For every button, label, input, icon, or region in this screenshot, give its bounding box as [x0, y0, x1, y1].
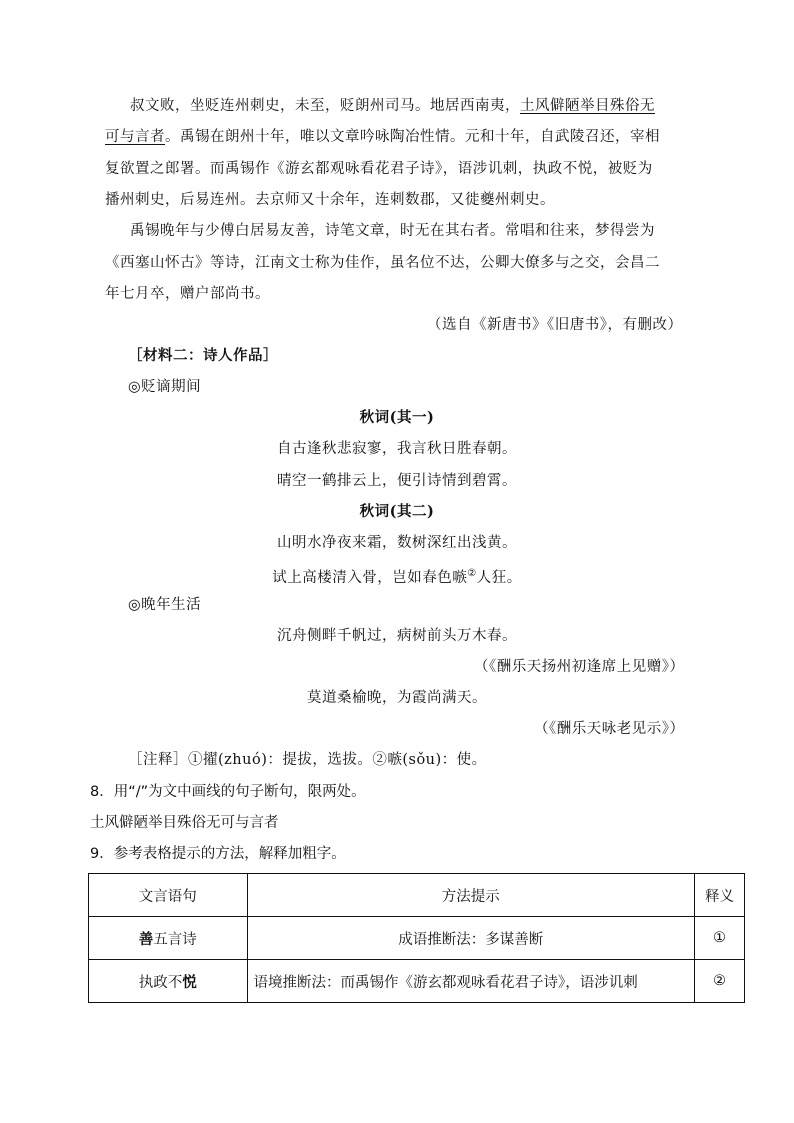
paragraph-line: 《西塞山怀古》等诗，江南文士称为佳作，虽名位不达，公卿大僚多与之交，会昌二 [105, 255, 660, 271]
footnote-marker: ② [467, 568, 477, 579]
table-cell-hint: 成语推断法：多谋善断 [247, 917, 695, 960]
subsection-label: ◎晚年生活 [128, 597, 202, 613]
underlined-sentence: 土风僻陋举目殊俗无 [520, 98, 655, 114]
paragraph-line [105, 128, 660, 146]
poem-title: 秋词(其二) [359, 503, 435, 520]
question-8: 8．用“/”为文中画线的句子断句，限两处。 [90, 784, 366, 800]
table-row [89, 960, 745, 1003]
source-citation: （选自《新唐书》《旧唐书》，有删改） [427, 317, 683, 333]
paragraph-line [130, 97, 655, 115]
table-cell-sentence: 善五言诗 [89, 917, 248, 960]
poem-line: 晴空一鹤排云上，便引诗情到碧霄。 [277, 473, 517, 489]
paragraph-line: 禹锡晚年与少傅白居易友善，诗笔文章，时无在其右者。常唱和往来，梦得尝为 [130, 223, 655, 239]
poem-line: 沉舟侧畔千帆过，病树前头万木春。 [277, 628, 517, 644]
source-citation: （《酬乐天扬州初逢席上见赠》） [474, 659, 685, 675]
table-cell-hint: 语境推断法：而禹锡作《游玄都观咏看花君子诗》，语涉讥刺 [247, 960, 695, 1003]
paragraph-line: 年七月卒，赠户部尚书。 [105, 286, 270, 302]
question-9: 9．参考表格提示的方法，解释加粗字。 [90, 846, 346, 862]
table-header-row [89, 874, 745, 917]
poem-title: 秋词(其一) [359, 409, 435, 426]
table-row [89, 917, 745, 960]
poem-line: 莫道桑榆晚，为霞尚满天。 [307, 690, 487, 706]
section-heading: ［材料二：诗人作品］ [128, 347, 278, 364]
subsection-label: ◎贬谪期间 [128, 379, 202, 395]
poem-line [0, 565, 794, 587]
annotation-note: ［注释］①擢(zhuó)：提拔，选拔。②嗾(sǒu)：使。 [128, 752, 487, 768]
table-header-cell: 释义 [695, 874, 745, 917]
bold-word: 善 [138, 931, 154, 948]
answer-table [88, 873, 745, 1003]
table-cell-answer: ② [695, 960, 745, 1003]
underlined-sentence: 可与言者 [105, 129, 165, 145]
table-cell-answer: ① [695, 917, 745, 960]
text-segment: 人狂。 [476, 569, 522, 586]
text-segment: 叔文败，坐贬连州刺史，未至，贬朗州司马。地居西南夷， [130, 98, 520, 114]
table-header-cell: 方法提示 [247, 874, 695, 917]
text-segment: 试上高楼清入骨，岂如春色嗾 [272, 569, 468, 586]
poem-line: 自古逢秋悲寂寥，我言秋日胜春朝。 [277, 441, 517, 457]
source-citation: （《酬乐天咏老见示》） [534, 721, 685, 737]
question-8-sentence: 土风僻陋举目殊俗无可与言者 [90, 815, 279, 831]
poem-line: 山明水净夜来霜，数树深红出浅黄。 [277, 535, 517, 551]
table-header-cell: 文言语句 [89, 874, 248, 917]
bold-word: 悦 [182, 974, 197, 991]
paragraph-line: 播州刺史，后易连州。去京师又十余年，连刺数郡，又徙夔州刺史。 [105, 192, 555, 208]
text-segment: 。禹锡在朗州十年，唯以文章吟咏陶冶性情。元和十年，自武陵召还，宰相 [165, 129, 660, 145]
table-cell-sentence: 执政不悦 [89, 960, 248, 1003]
paragraph-line: 复欲置之郎署。而禹锡作《游玄都观咏看花君子诗》，语涉讥刺，执政不悦，被贬为 [105, 161, 653, 177]
